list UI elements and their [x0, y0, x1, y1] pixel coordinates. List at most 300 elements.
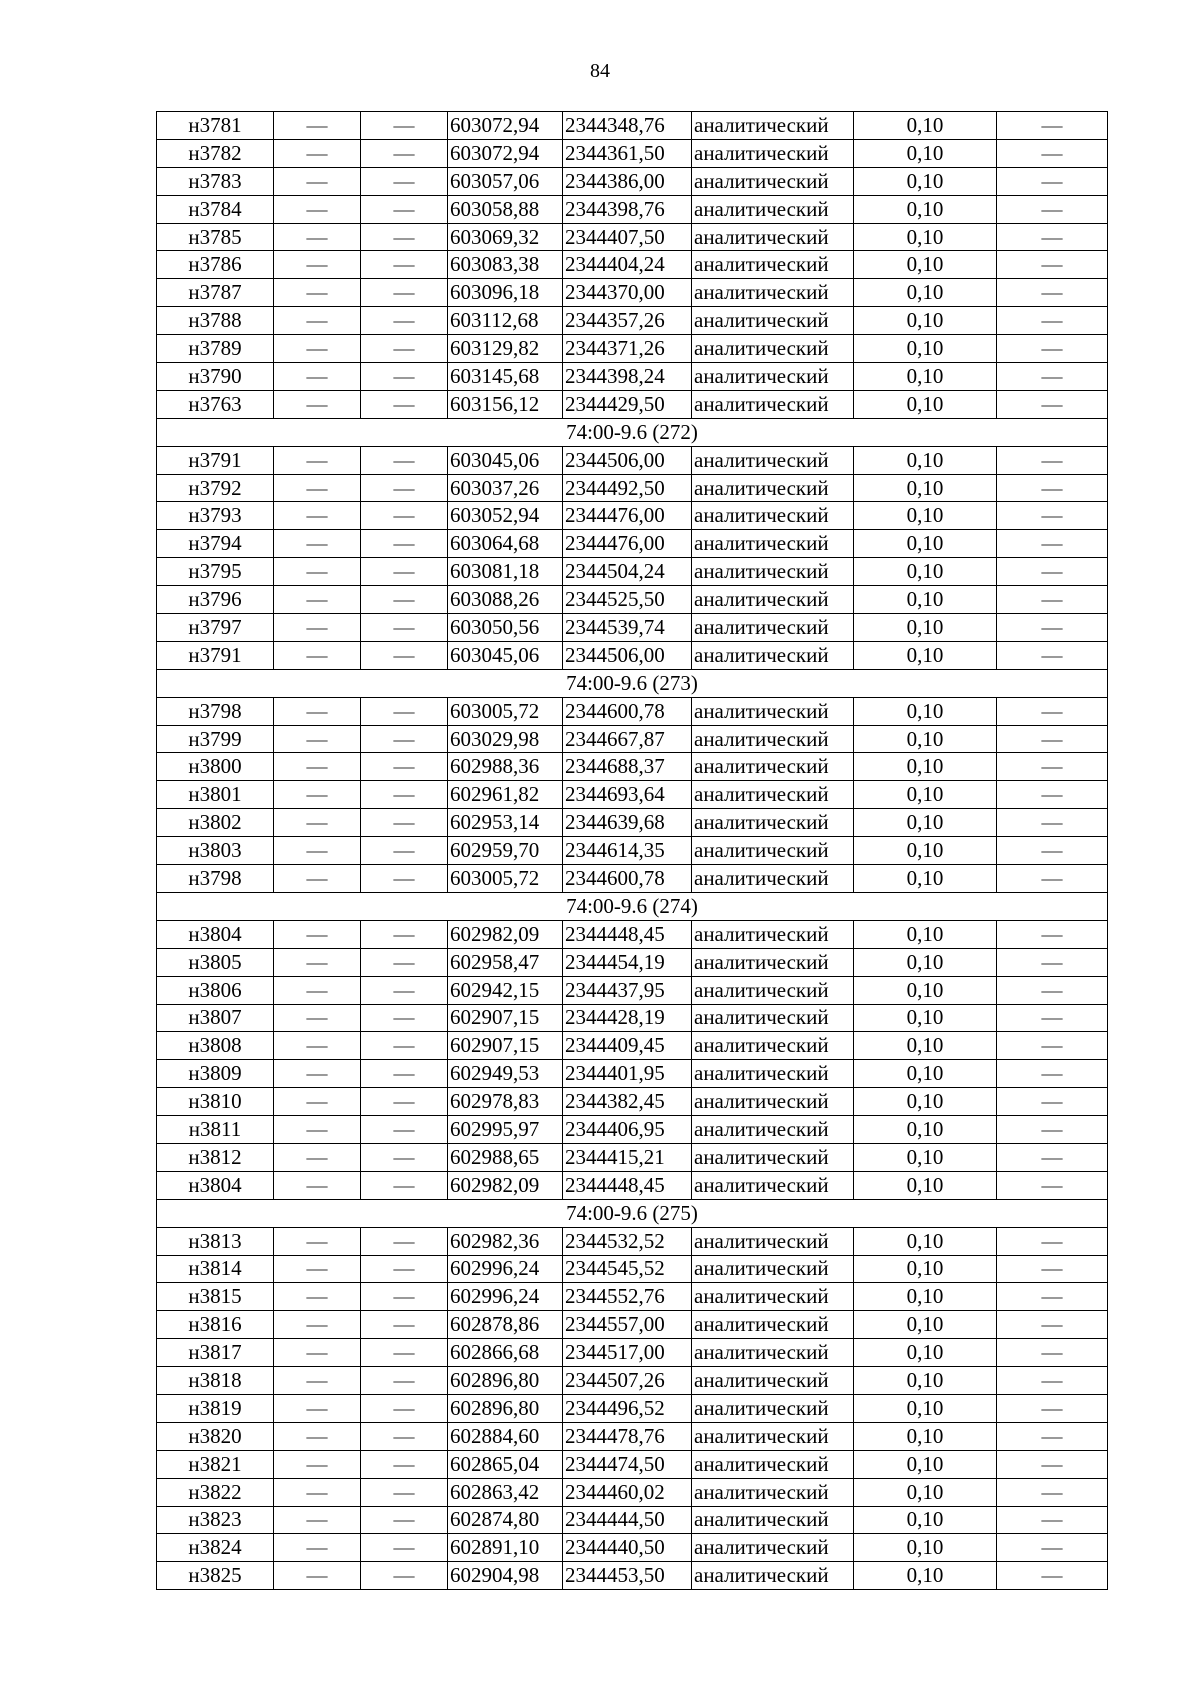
empty-value-cell: — — [997, 1339, 1108, 1367]
empty-value-cell: — — [274, 1422, 361, 1450]
y-coordinate-cell: 2344428,19 — [563, 1004, 692, 1032]
x-coordinate-cell: 602982,09 — [448, 920, 563, 948]
method-cell: аналитический — [692, 1506, 854, 1534]
empty-value-cell: — — [997, 753, 1108, 781]
empty-value-cell: — — [997, 139, 1108, 167]
empty-value-cell: — — [997, 809, 1108, 837]
empty-value-cell: — — [361, 1143, 448, 1171]
empty-value-cell: — — [361, 837, 448, 865]
accuracy-cell: 0,10 — [854, 948, 997, 976]
table-row — [157, 474, 1108, 502]
table-row — [157, 641, 1108, 669]
method-cell: аналитический — [692, 502, 854, 530]
point-name-cell: н3818 — [157, 1367, 274, 1395]
empty-value-cell: — — [361, 167, 448, 195]
section-title: 74:00-9.6 (273) — [157, 669, 1108, 697]
method-cell: аналитический — [692, 1422, 854, 1450]
empty-value-cell: — — [274, 1255, 361, 1283]
empty-value-cell: — — [997, 865, 1108, 893]
method-cell: аналитический — [692, 1478, 854, 1506]
point-name-cell: н3786 — [157, 251, 274, 279]
empty-value-cell: — — [997, 781, 1108, 809]
accuracy-cell: 0,10 — [854, 558, 997, 586]
y-coordinate-cell: 2344557,00 — [563, 1311, 692, 1339]
accuracy-cell: 0,10 — [854, 307, 997, 335]
point-name-cell: н3825 — [157, 1562, 274, 1590]
empty-value-cell: — — [997, 1311, 1108, 1339]
point-name-cell: н3791 — [157, 446, 274, 474]
table-row — [157, 251, 1108, 279]
point-name-cell: н3782 — [157, 139, 274, 167]
empty-value-cell: — — [361, 558, 448, 586]
empty-value-cell: — — [361, 1562, 448, 1590]
table-row — [157, 948, 1108, 976]
accuracy-cell: 0,10 — [854, 586, 997, 614]
table-row — [157, 446, 1108, 474]
accuracy-cell: 0,10 — [854, 446, 997, 474]
section-header-row — [157, 892, 1108, 920]
x-coordinate-cell: 603045,06 — [448, 446, 563, 474]
empty-value-cell: — — [997, 1506, 1108, 1534]
point-name-cell: н3806 — [157, 976, 274, 1004]
table-row — [157, 390, 1108, 418]
empty-value-cell: — — [997, 195, 1108, 223]
empty-value-cell: — — [274, 502, 361, 530]
accuracy-cell: 0,10 — [854, 139, 997, 167]
empty-value-cell: — — [361, 781, 448, 809]
y-coordinate-cell: 2344444,50 — [563, 1506, 692, 1534]
method-cell: аналитический — [692, 1311, 854, 1339]
x-coordinate-cell: 603005,72 — [448, 697, 563, 725]
point-name-cell: н3804 — [157, 1171, 274, 1199]
y-coordinate-cell: 2344415,21 — [563, 1143, 692, 1171]
accuracy-cell: 0,10 — [854, 837, 997, 865]
accuracy-cell: 0,10 — [854, 1506, 997, 1534]
table-row — [157, 976, 1108, 1004]
x-coordinate-cell: 603058,88 — [448, 195, 563, 223]
x-coordinate-cell: 602865,04 — [448, 1450, 563, 1478]
section-title: 74:00-9.6 (272) — [157, 418, 1108, 446]
point-name-cell: н3792 — [157, 474, 274, 502]
accuracy-cell: 0,10 — [854, 474, 997, 502]
point-name-cell: н3819 — [157, 1394, 274, 1422]
y-coordinate-cell: 2344401,95 — [563, 1060, 692, 1088]
accuracy-cell: 0,10 — [854, 223, 997, 251]
empty-value-cell: — — [274, 1088, 361, 1116]
empty-value-cell: — — [274, 279, 361, 307]
x-coordinate-cell: 602953,14 — [448, 809, 563, 837]
empty-value-cell: — — [997, 251, 1108, 279]
empty-value-cell: — — [361, 390, 448, 418]
section-header-row — [157, 418, 1108, 446]
accuracy-cell: 0,10 — [854, 195, 997, 223]
accuracy-cell: 0,10 — [854, 530, 997, 558]
accuracy-cell: 0,10 — [854, 1088, 997, 1116]
empty-value-cell: — — [997, 1227, 1108, 1255]
table-row — [157, 1116, 1108, 1144]
point-name-cell: н3799 — [157, 725, 274, 753]
empty-value-cell: — — [274, 948, 361, 976]
method-cell: аналитический — [692, 335, 854, 363]
point-name-cell: н3794 — [157, 530, 274, 558]
empty-value-cell: — — [274, 558, 361, 586]
accuracy-cell: 0,10 — [854, 112, 997, 140]
empty-value-cell: — — [361, 614, 448, 642]
table-row — [157, 1227, 1108, 1255]
x-coordinate-cell: 603052,94 — [448, 502, 563, 530]
empty-value-cell: — — [274, 1032, 361, 1060]
point-name-cell: н3790 — [157, 363, 274, 391]
y-coordinate-cell: 2344448,45 — [563, 1171, 692, 1199]
table-row — [157, 223, 1108, 251]
point-name-cell: н3803 — [157, 837, 274, 865]
method-cell: аналитический — [692, 1060, 854, 1088]
y-coordinate-cell: 2344382,45 — [563, 1088, 692, 1116]
point-name-cell: н3810 — [157, 1088, 274, 1116]
empty-value-cell: — — [997, 1171, 1108, 1199]
point-name-cell: н3796 — [157, 586, 274, 614]
empty-value-cell: — — [274, 1367, 361, 1395]
empty-value-cell: — — [274, 697, 361, 725]
empty-value-cell: — — [274, 920, 361, 948]
y-coordinate-cell: 2344478,76 — [563, 1422, 692, 1450]
x-coordinate-cell: 602949,53 — [448, 1060, 563, 1088]
y-coordinate-cell: 2344398,24 — [563, 363, 692, 391]
empty-value-cell: — — [997, 1032, 1108, 1060]
accuracy-cell: 0,10 — [854, 1060, 997, 1088]
empty-value-cell: — — [361, 502, 448, 530]
section-header-row — [157, 669, 1108, 697]
point-name-cell: н3805 — [157, 948, 274, 976]
table-row — [157, 530, 1108, 558]
y-coordinate-cell: 2344460,02 — [563, 1478, 692, 1506]
method-cell: аналитический — [692, 558, 854, 586]
accuracy-cell: 0,10 — [854, 781, 997, 809]
empty-value-cell: — — [274, 614, 361, 642]
table-row — [157, 363, 1108, 391]
y-coordinate-cell: 2344532,52 — [563, 1227, 692, 1255]
x-coordinate-cell: 603037,26 — [448, 474, 563, 502]
y-coordinate-cell: 2344476,00 — [563, 502, 692, 530]
empty-value-cell: — — [361, 1450, 448, 1478]
x-coordinate-cell: 603129,82 — [448, 335, 563, 363]
accuracy-cell: 0,10 — [854, 1004, 997, 1032]
point-name-cell: н3788 — [157, 307, 274, 335]
empty-value-cell: — — [274, 1478, 361, 1506]
empty-value-cell: — — [274, 781, 361, 809]
point-name-cell: н3791 — [157, 641, 274, 669]
table-row — [157, 167, 1108, 195]
method-cell: аналитический — [692, 586, 854, 614]
method-cell: аналитический — [692, 112, 854, 140]
accuracy-cell: 0,10 — [854, 614, 997, 642]
table-row — [157, 1478, 1108, 1506]
method-cell: аналитический — [692, 920, 854, 948]
x-coordinate-cell: 602942,15 — [448, 976, 563, 1004]
empty-value-cell: — — [997, 837, 1108, 865]
empty-value-cell: — — [997, 502, 1108, 530]
table-row — [157, 865, 1108, 893]
y-coordinate-cell: 2344476,00 — [563, 530, 692, 558]
method-cell: аналитический — [692, 195, 854, 223]
accuracy-cell: 0,10 — [854, 1283, 997, 1311]
table-row — [157, 279, 1108, 307]
empty-value-cell: — — [361, 1367, 448, 1395]
table-row — [157, 1422, 1108, 1450]
y-coordinate-cell: 2344361,50 — [563, 139, 692, 167]
empty-value-cell: — — [361, 725, 448, 753]
point-name-cell: н3802 — [157, 809, 274, 837]
accuracy-cell: 0,10 — [854, 1478, 997, 1506]
empty-value-cell: — — [274, 530, 361, 558]
empty-value-cell: — — [361, 1116, 448, 1144]
x-coordinate-cell: 602982,36 — [448, 1227, 563, 1255]
empty-value-cell: — — [361, 1422, 448, 1450]
empty-value-cell: — — [997, 530, 1108, 558]
empty-value-cell: — — [361, 809, 448, 837]
empty-value-cell: — — [274, 865, 361, 893]
x-coordinate-cell: 603064,68 — [448, 530, 563, 558]
method-cell: аналитический — [692, 1032, 854, 1060]
y-coordinate-cell: 2344440,50 — [563, 1534, 692, 1562]
x-coordinate-cell: 603096,18 — [448, 279, 563, 307]
accuracy-cell: 0,10 — [854, 1394, 997, 1422]
y-coordinate-cell: 2344506,00 — [563, 446, 692, 474]
method-cell: аналитический — [692, 530, 854, 558]
empty-value-cell: — — [274, 837, 361, 865]
empty-value-cell: — — [997, 1478, 1108, 1506]
x-coordinate-cell: 602896,80 — [448, 1367, 563, 1395]
table-row — [157, 1060, 1108, 1088]
empty-value-cell: — — [997, 1534, 1108, 1562]
method-cell: аналитический — [692, 363, 854, 391]
method-cell: аналитический — [692, 1116, 854, 1144]
x-coordinate-cell: 603057,06 — [448, 167, 563, 195]
empty-value-cell: — — [997, 920, 1108, 948]
point-name-cell: н3822 — [157, 1478, 274, 1506]
point-name-cell: н3815 — [157, 1283, 274, 1311]
empty-value-cell: — — [997, 614, 1108, 642]
empty-value-cell: — — [361, 530, 448, 558]
x-coordinate-cell: 602988,36 — [448, 753, 563, 781]
accuracy-cell: 0,10 — [854, 1255, 997, 1283]
y-coordinate-cell: 2344448,45 — [563, 920, 692, 948]
accuracy-cell: 0,10 — [854, 697, 997, 725]
point-name-cell: н3787 — [157, 279, 274, 307]
empty-value-cell: — — [274, 1311, 361, 1339]
x-coordinate-cell: 602996,24 — [448, 1255, 563, 1283]
empty-value-cell: — — [997, 1394, 1108, 1422]
point-name-cell: н3814 — [157, 1255, 274, 1283]
empty-value-cell: — — [997, 1004, 1108, 1032]
empty-value-cell: — — [274, 251, 361, 279]
method-cell: аналитический — [692, 697, 854, 725]
table-row — [157, 335, 1108, 363]
table-row — [157, 781, 1108, 809]
empty-value-cell: — — [274, 1116, 361, 1144]
y-coordinate-cell: 2344492,50 — [563, 474, 692, 502]
y-coordinate-cell: 2344525,50 — [563, 586, 692, 614]
point-name-cell: н3783 — [157, 167, 274, 195]
point-name-cell: н3813 — [157, 1227, 274, 1255]
empty-value-cell: — — [274, 809, 361, 837]
x-coordinate-cell: 603005,72 — [448, 865, 563, 893]
table-row — [157, 697, 1108, 725]
empty-value-cell: — — [361, 112, 448, 140]
table-row — [157, 1004, 1108, 1032]
empty-value-cell: — — [274, 725, 361, 753]
point-name-cell: н3816 — [157, 1311, 274, 1339]
accuracy-cell: 0,10 — [854, 1171, 997, 1199]
empty-value-cell: — — [997, 558, 1108, 586]
y-coordinate-cell: 2344688,37 — [563, 753, 692, 781]
y-coordinate-cell: 2344453,50 — [563, 1562, 692, 1590]
method-cell: аналитический — [692, 1227, 854, 1255]
empty-value-cell: — — [361, 920, 448, 948]
empty-value-cell: — — [361, 474, 448, 502]
section-header-row — [157, 1199, 1108, 1227]
method-cell: аналитический — [692, 809, 854, 837]
method-cell: аналитический — [692, 251, 854, 279]
table-row — [157, 1339, 1108, 1367]
empty-value-cell: — — [274, 167, 361, 195]
empty-value-cell: — — [361, 1004, 448, 1032]
accuracy-cell: 0,10 — [854, 1422, 997, 1450]
method-cell: аналитический — [692, 1283, 854, 1311]
table-row — [157, 1562, 1108, 1590]
y-coordinate-cell: 2344437,95 — [563, 976, 692, 1004]
accuracy-cell: 0,10 — [854, 1534, 997, 1562]
point-name-cell: н3789 — [157, 335, 274, 363]
table-row — [157, 920, 1108, 948]
table-row — [157, 502, 1108, 530]
empty-value-cell: — — [997, 446, 1108, 474]
y-coordinate-cell: 2344639,68 — [563, 809, 692, 837]
accuracy-cell: 0,10 — [854, 167, 997, 195]
empty-value-cell: — — [274, 363, 361, 391]
empty-value-cell: — — [997, 335, 1108, 363]
x-coordinate-cell: 603081,18 — [448, 558, 563, 586]
method-cell: аналитический — [692, 307, 854, 335]
point-name-cell: н3817 — [157, 1339, 274, 1367]
empty-value-cell: — — [274, 335, 361, 363]
x-coordinate-cell: 602958,47 — [448, 948, 563, 976]
empty-value-cell: — — [997, 112, 1108, 140]
empty-value-cell: — — [274, 139, 361, 167]
y-coordinate-cell: 2344517,00 — [563, 1339, 692, 1367]
accuracy-cell: 0,10 — [854, 1367, 997, 1395]
empty-value-cell: — — [274, 1339, 361, 1367]
y-coordinate-cell: 2344370,00 — [563, 279, 692, 307]
x-coordinate-cell: 602995,97 — [448, 1116, 563, 1144]
table-row — [157, 1143, 1108, 1171]
empty-value-cell: — — [997, 1060, 1108, 1088]
table-row — [157, 1032, 1108, 1060]
empty-value-cell: — — [361, 1311, 448, 1339]
empty-value-cell: — — [997, 167, 1108, 195]
empty-value-cell: — — [997, 586, 1108, 614]
page-number: 84 — [590, 60, 610, 82]
method-cell: аналитический — [692, 139, 854, 167]
empty-value-cell: — — [274, 1227, 361, 1255]
x-coordinate-cell: 603050,56 — [448, 614, 563, 642]
empty-value-cell: — — [997, 948, 1108, 976]
empty-value-cell: — — [997, 1116, 1108, 1144]
y-coordinate-cell: 2344357,26 — [563, 307, 692, 335]
empty-value-cell: — — [997, 1143, 1108, 1171]
x-coordinate-cell: 603088,26 — [448, 586, 563, 614]
empty-value-cell: — — [274, 1562, 361, 1590]
table-row — [157, 1283, 1108, 1311]
point-name-cell: н3798 — [157, 865, 274, 893]
x-coordinate-cell: 602891,10 — [448, 1534, 563, 1562]
y-coordinate-cell: 2344429,50 — [563, 390, 692, 418]
point-name-cell: н3798 — [157, 697, 274, 725]
x-coordinate-cell: 603156,12 — [448, 390, 563, 418]
empty-value-cell: — — [274, 195, 361, 223]
empty-value-cell: — — [361, 753, 448, 781]
y-coordinate-cell: 2344539,74 — [563, 614, 692, 642]
table-row — [157, 195, 1108, 223]
point-name-cell: н3824 — [157, 1534, 274, 1562]
empty-value-cell: — — [274, 446, 361, 474]
point-name-cell: н3797 — [157, 614, 274, 642]
x-coordinate-cell: 602907,15 — [448, 1004, 563, 1032]
empty-value-cell: — — [274, 641, 361, 669]
empty-value-cell: — — [361, 1060, 448, 1088]
x-coordinate-cell: 602988,65 — [448, 1143, 563, 1171]
method-cell: аналитический — [692, 948, 854, 976]
empty-value-cell: — — [361, 1088, 448, 1116]
y-coordinate-cell: 2344693,64 — [563, 781, 692, 809]
point-name-cell: н3801 — [157, 781, 274, 809]
empty-value-cell: — — [997, 1450, 1108, 1478]
empty-value-cell: — — [997, 641, 1108, 669]
x-coordinate-cell: 602904,98 — [448, 1562, 563, 1590]
y-coordinate-cell: 2344506,00 — [563, 641, 692, 669]
table-row — [157, 1450, 1108, 1478]
point-name-cell: н3804 — [157, 920, 274, 948]
empty-value-cell: — — [997, 1283, 1108, 1311]
empty-value-cell: — — [274, 223, 361, 251]
x-coordinate-cell: 603072,94 — [448, 112, 563, 140]
y-coordinate-cell: 2344386,00 — [563, 167, 692, 195]
method-cell: аналитический — [692, 781, 854, 809]
empty-value-cell: — — [274, 586, 361, 614]
empty-value-cell: — — [274, 1171, 361, 1199]
x-coordinate-cell: 602907,15 — [448, 1032, 563, 1060]
empty-value-cell: — — [274, 1060, 361, 1088]
table-row — [157, 558, 1108, 586]
empty-value-cell: — — [361, 279, 448, 307]
method-cell: аналитический — [692, 1450, 854, 1478]
y-coordinate-cell: 2344667,87 — [563, 725, 692, 753]
method-cell: аналитический — [692, 1339, 854, 1367]
method-cell: аналитический — [692, 725, 854, 753]
point-name-cell: н3763 — [157, 390, 274, 418]
empty-value-cell: — — [361, 1283, 448, 1311]
y-coordinate-cell: 2344404,24 — [563, 251, 692, 279]
empty-value-cell: — — [361, 446, 448, 474]
method-cell: аналитический — [692, 446, 854, 474]
method-cell: аналитический — [692, 223, 854, 251]
x-coordinate-cell: 603029,98 — [448, 725, 563, 753]
empty-value-cell: — — [361, 1394, 448, 1422]
table-row — [157, 614, 1108, 642]
accuracy-cell: 0,10 — [854, 1311, 997, 1339]
empty-value-cell: — — [997, 976, 1108, 1004]
empty-value-cell: — — [997, 474, 1108, 502]
